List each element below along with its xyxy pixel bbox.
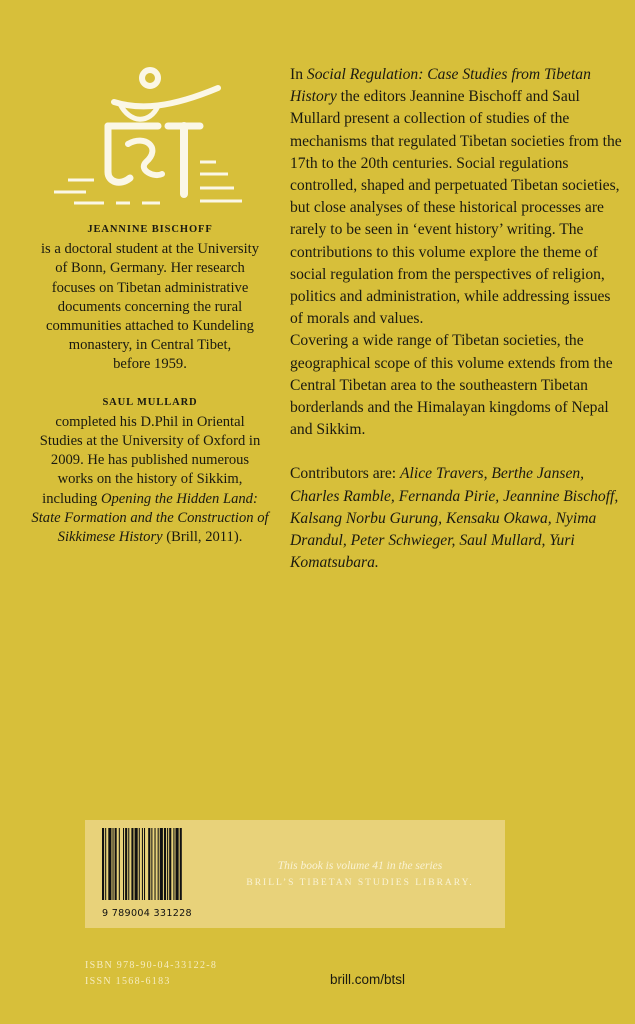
barcode-bar xyxy=(167,828,168,900)
bio-line xyxy=(30,528,270,547)
series-volume-note: This book is volume 41 in the series xyxy=(277,860,443,872)
series-note xyxy=(235,860,485,888)
book-title: Opening the Hidden Land: xyxy=(100,490,258,507)
contributors-list: Alice Travers, Berthe Jansen, Charles Ramble, Fernanda Pirie, Jeannine Bischoff, Kalsang Norbu Gurung, Kensaku Okawa, Nyima Drandul, Peter Schwieger, Saul Mullard, Yuri Komatsubara. xyxy=(290,465,619,572)
bio-line: 2009. He has published numerous xyxy=(50,452,250,469)
barcode-bar xyxy=(144,828,145,900)
contributors-paragraph xyxy=(290,463,625,574)
barcode-bar xyxy=(131,828,133,900)
barcode-bar xyxy=(135,828,138,900)
barcode-bar xyxy=(119,828,120,900)
publisher-url[interactable]: brill.com/btsl xyxy=(330,972,406,987)
barcode-bar xyxy=(113,828,114,900)
bio-line: Studies at the University of Oxford in xyxy=(39,433,261,450)
bio-line: communities attached to Kundeling xyxy=(46,318,254,335)
bio-line: completed his D.Phil in Oriental xyxy=(55,413,245,430)
barcode-bar xyxy=(105,828,106,900)
barcode-bar xyxy=(155,828,156,900)
identifiers xyxy=(85,958,217,990)
barcode-bar xyxy=(148,828,150,900)
bio-line: documents concerning the rural xyxy=(57,298,243,315)
tibetan-om-syllable-icon xyxy=(50,62,250,212)
book-title: Social Regulation: Case Studies from Tibetan History xyxy=(290,66,591,106)
paragraph-gap xyxy=(290,441,625,463)
isbn: ISBN 978-90-04-33122-8 xyxy=(85,960,218,971)
issn: ISSN 1568-6183 xyxy=(85,976,171,987)
bio-text: including xyxy=(42,490,98,507)
description-text: the editors Jeannine Bischoff and Saul Mullard present a collection of studies of the mechanisms that regulated Tibetan societies from the 17th to the 20th centuries. Social regulations controlled, shaped and perpetuated Tibetan societies, but close analyses of these historical processes are rarely to be seen in ‘event history’ writing. The contributions to this volume explore the theme of social regulation from the perspectives of religion, politics and administration, while addressing issues of morals and values. xyxy=(290,88,622,328)
barcode-bar xyxy=(176,828,179,900)
barcode-bar xyxy=(151,828,152,900)
description-text: In xyxy=(290,66,307,83)
barcode-bar xyxy=(180,828,182,900)
barcode-bar xyxy=(173,828,174,900)
series-name: BRILL’S TIBETAN STUDIES LIBRARY. xyxy=(246,878,474,888)
bio-line: focuses on Tibetan administrative xyxy=(51,279,249,296)
bio-line xyxy=(30,490,270,509)
barcode-bar xyxy=(139,828,140,900)
barcode-bar xyxy=(158,828,159,900)
bio-line: works on the history of Sikkim, xyxy=(57,471,243,488)
barcode-bar xyxy=(108,828,111,900)
barcode-panel xyxy=(85,820,505,928)
barcode-bar xyxy=(102,828,104,900)
barcode-digits: 9 789004 331228 xyxy=(102,908,192,919)
contributors-label: Contributors are: xyxy=(290,465,401,483)
barcode-bar xyxy=(169,828,171,900)
bio-line: before 1959. xyxy=(113,356,187,373)
author-bio xyxy=(30,413,270,547)
author-name: SAUL MULLARD xyxy=(102,396,198,408)
description-paragraph: Covering a wide range of Tibetan societies, the geographical scope of this volume extends from the Central Tibetan area to the southeastern Tibetan borderlands and the Himalayan kingdoms of Nepal and Sikkim. xyxy=(290,332,613,439)
bio-line: of Bonn, Germany. Her research xyxy=(55,260,245,277)
author-bios xyxy=(30,220,270,565)
bio-line: is a doctoral student at the University xyxy=(40,241,260,258)
barcode-bar xyxy=(125,828,127,900)
book-title: State Formation and the Construction of xyxy=(31,509,269,526)
book-description xyxy=(290,64,625,574)
author-name: JEANNINE BISCHOFF xyxy=(87,224,213,235)
barcode-bar xyxy=(142,828,143,900)
barcode-bar xyxy=(164,828,166,900)
barcode-bar xyxy=(115,828,117,900)
barcode-bar xyxy=(128,828,129,900)
author-bio xyxy=(30,240,270,374)
bio-line: monastery, in Central Tibet, xyxy=(68,337,232,354)
bio-text: (Brill, 2011). xyxy=(162,529,243,546)
barcode-bar xyxy=(160,828,163,900)
barcode-bar xyxy=(123,828,124,900)
barcode xyxy=(102,828,208,920)
bio-line xyxy=(30,509,270,528)
book-title: Sikkimese History xyxy=(57,529,163,546)
description-paragraph xyxy=(290,64,625,330)
